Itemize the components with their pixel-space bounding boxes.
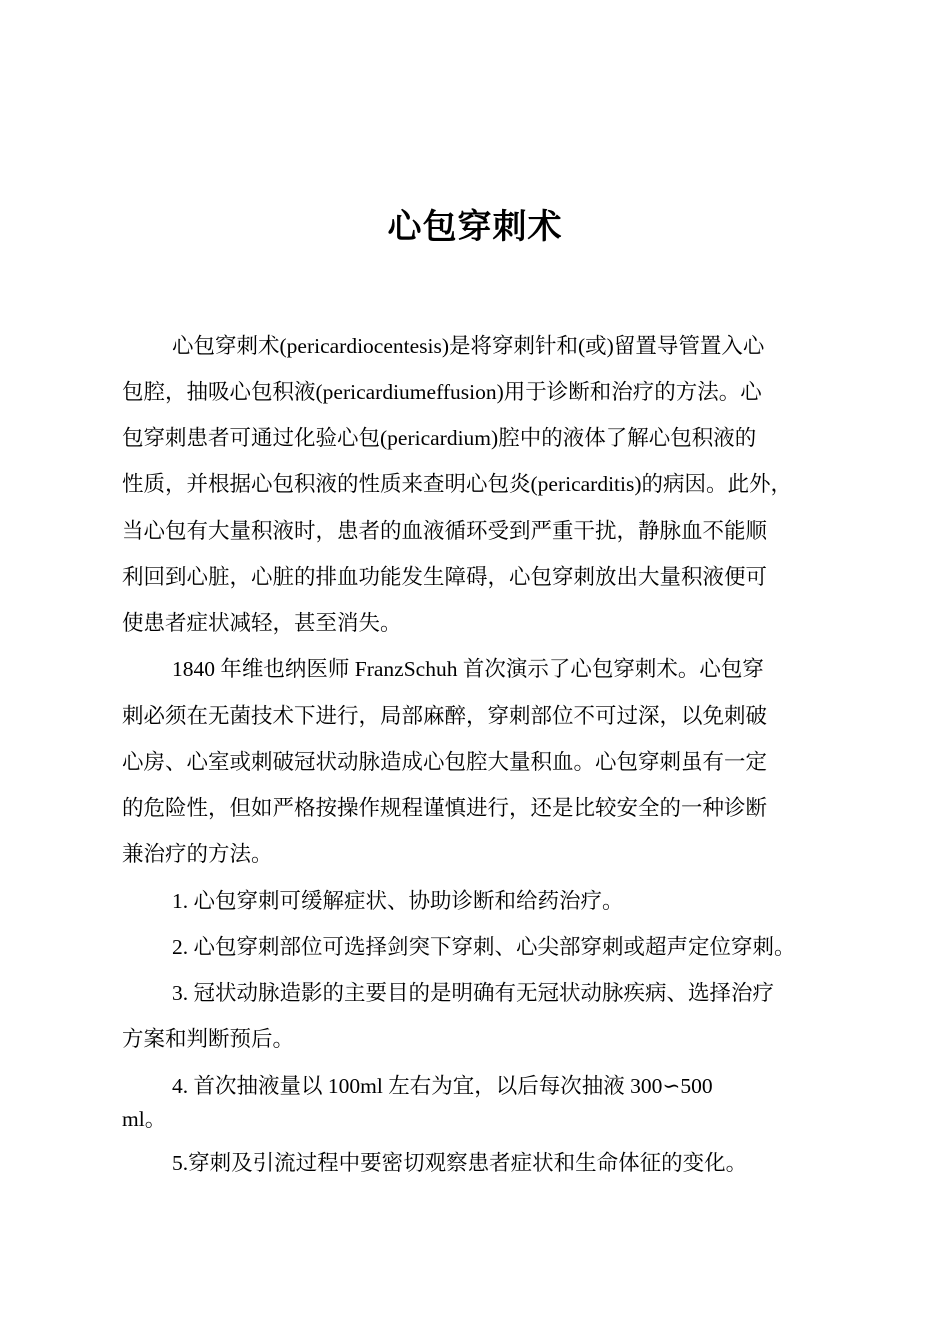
paragraph-2-line: 1840 年维也纳医师 FranzSchuh 首次演示了心包穿刺术。心包穿 <box>172 657 764 681</box>
paragraph-2-line: 刺必须在无菌技术下进行，局部麻醉，穿刺部位不可过深，以免刺破 <box>122 704 768 728</box>
paragraph-2-line: 的危险性，但如严格按操作规程谨慎进行，还是比较安全的一种诊断 <box>122 796 768 820</box>
list-item-4-continuation: ml。 <box>122 1107 167 1131</box>
paragraph-2-line: 心房、心室或刺破冠状动脉造成心包腔大量积血。心包穿刺虽有一定 <box>122 750 768 774</box>
paragraph-1-line: 使患者症状减轻，甚至消失。 <box>122 611 402 635</box>
paragraph-1-line: 心包穿刺术(pericardiocentesis)是将穿刺针和(或)留置导管置入心 <box>172 334 765 358</box>
list-item-3: 3. 冠状动脉造影的主要目的是明确有无冠状动脉疾病、选择治疗 <box>172 981 775 1005</box>
paragraph-1-line: 当心包有大量积液时，患者的血液循环受到严重干扰，静脉血不能顺 <box>122 519 768 543</box>
paragraph-1-line: 性质，并根据心包积液的性质来查明心包炎(pericarditis)的病因。此外， <box>122 472 793 496</box>
list-item-1: 1. 心包穿刺可缓解症状、协助诊断和给药治疗。 <box>172 889 624 913</box>
list-item-3-continuation: 方案和判断预后。 <box>122 1027 295 1051</box>
list-item-5: 5.穿刺及引流过程中要密切观察患者症状和生命体征的变化。 <box>172 1151 748 1175</box>
list-item-2: 2. 心包穿刺部位可选择剑突下穿刺、心尖部穿刺或超声定位穿刺。 <box>172 935 796 959</box>
list-item-4: 4. 首次抽液量以 100ml 左右为宜，以后每次抽液 300∽500 <box>172 1074 713 1098</box>
paragraph-1-line: 包腔，抽吸心包积液(pericardiumeffusion)用于诊断和治疗的方法。心 <box>122 380 762 404</box>
page-title: 心包穿刺术 <box>387 207 563 247</box>
paragraph-2-line: 兼治疗的方法。 <box>122 842 273 866</box>
paragraph-1-line: 利回到心脏，心脏的排血功能发生障碍，心包穿刺放出大量积液便可 <box>122 565 768 589</box>
paragraph-1-line: 包穿刺患者可通过化验心包(pericardium)腔中的液体了解心包积液的 <box>122 426 757 450</box>
